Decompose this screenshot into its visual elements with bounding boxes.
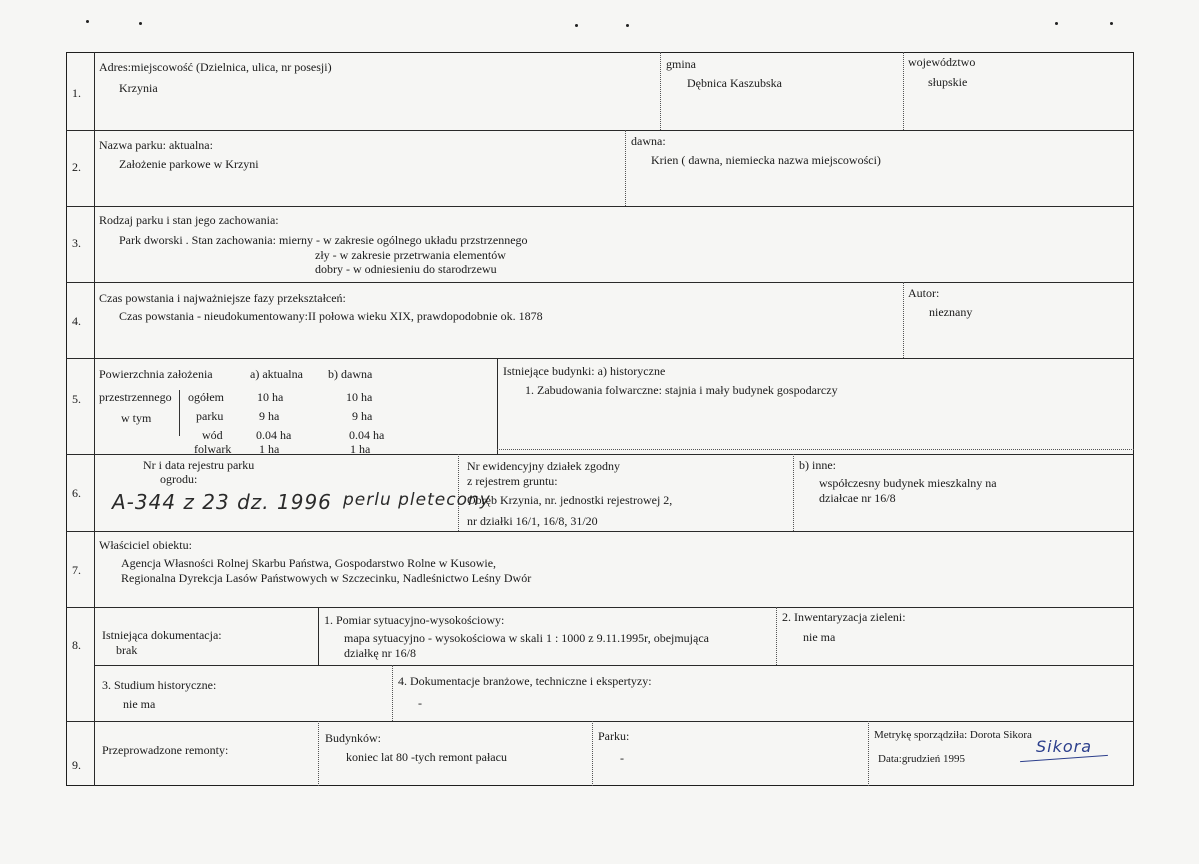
cell-divider <box>793 454 794 531</box>
row-number: 1. <box>72 86 81 100</box>
area-item-label: ogółem <box>188 390 224 404</box>
area-item-a: 1 ha <box>259 442 280 456</box>
row-number: 3. <box>72 236 81 250</box>
area-label: Powierzchnia założenia <box>99 367 213 381</box>
survey-value: mapa sytuacyjno - wysokościowa w skali 1 : 1000 z 9.11.1995r, obejmująca <box>344 631 709 645</box>
cell-divider <box>903 52 904 130</box>
building-renovations-label: Budynków: <box>325 731 382 745</box>
voivodeship-label: województwo <box>908 55 976 69</box>
row-divider <box>66 282 1134 283</box>
cell-divider <box>318 607 319 665</box>
address-label: Adres:miejscowość (Dzielnica, ulica, nr posesji) <box>99 60 332 74</box>
row-number: 9. <box>72 758 81 772</box>
record-date: Data:grudzień 1995 <box>878 753 966 765</box>
voivodeship-value: słupskie <box>928 75 968 89</box>
land-register-label: z rejestrem gruntu: <box>467 474 558 488</box>
area-item-b: 0.04 ha <box>349 428 385 442</box>
survey-value: działkę nr 16/8 <box>344 646 416 660</box>
branch-docs-value: - <box>418 696 422 710</box>
branch-docs-label: 4. Dokumentacje branżowe, techniczne i ekspertyzy: <box>398 674 652 688</box>
scan-mark <box>1110 22 1113 25</box>
historical-study-label: 3. Studium historyczne: <box>102 678 217 692</box>
documentation-label: Istniejąca dokumentacja: <box>102 628 222 642</box>
old-name-label: dawna: <box>631 134 666 148</box>
area-item-b: 9 ha <box>352 409 373 423</box>
area-item-label: parku <box>196 409 224 423</box>
row-number: 5. <box>72 392 81 406</box>
row-number: 4. <box>72 314 81 328</box>
area-item-label: folwark <box>194 442 232 456</box>
renovations-label: Przeprowadzone remonty: <box>102 743 229 757</box>
signature: Sikora <box>1036 737 1093 756</box>
park-name-value: Założenie parkowe w Krzyni <box>119 157 259 171</box>
row-number: 7. <box>72 563 81 577</box>
row-number: 2. <box>72 160 81 174</box>
area-item-a: 9 ha <box>259 409 280 423</box>
phases-label: Czas powstania i najważniejsze fazy przekształceń: <box>99 291 346 305</box>
address-value: Krzynia <box>119 81 158 95</box>
park-type-line: dobry - w odniesieniu do starodrzewu <box>315 262 497 276</box>
row-number: 8. <box>72 638 81 652</box>
area-item-b: 10 ha <box>346 390 373 404</box>
historical-study-value: nie ma <box>123 697 156 711</box>
cell-divider <box>625 130 626 206</box>
area-item-b: 1 ha <box>350 442 371 456</box>
cell-divider <box>776 607 777 665</box>
survey-label: 1. Pomiar sytuacyjno-wysokościowy: <box>324 613 505 627</box>
cell-divider <box>660 52 661 130</box>
cell-divider <box>903 282 904 358</box>
other-buildings-value: współczesny budynek mieszkalny na <box>819 476 997 490</box>
gmina-value: Dębnica Kaszubska <box>687 76 782 90</box>
park-renovations-value: - <box>620 751 624 765</box>
park-renovations-label: Parku: <box>598 729 630 743</box>
scan-mark <box>575 24 578 27</box>
land-register-label: Nr ewidencyjny działek zgodny <box>467 459 620 473</box>
row-divider <box>66 130 1134 131</box>
greenery-inventory-label: 2. Inwentaryzacja zieleni: <box>782 610 906 624</box>
other-buildings-label: b) inne: <box>799 458 836 472</box>
row-divider <box>66 358 1134 359</box>
park-name-label: Nazwa parku: aktualna: <box>99 138 213 152</box>
cell-divider <box>392 665 393 721</box>
land-register-value: Obręb Krzynia, nr. jednostki rejestrowej 2, <box>467 493 673 507</box>
buildings-label: Istniejące budynki: a) historyczne <box>503 364 666 378</box>
building-renovations-value: koniec lat 80 -tych remont pałacu <box>346 750 507 764</box>
area-brace <box>179 390 180 436</box>
author-label: Autor: <box>908 286 940 300</box>
row-divider <box>66 607 1134 608</box>
register-label: ogrodu: <box>160 472 198 486</box>
cell-divider <box>868 721 869 786</box>
cell-divider <box>318 721 319 786</box>
area-col-b-header: b) dawna <box>328 367 373 381</box>
record-author: Metrykę sporządziła: Dorota Sikora <box>874 729 1032 741</box>
area-przestrzennego: przestrzennego <box>99 390 172 404</box>
other-buildings-value: działcae nr 16/8 <box>819 491 896 505</box>
owner-label: Właściciel obiektu: <box>99 538 192 552</box>
scan-mark <box>1055 22 1058 25</box>
author-value: nieznany <box>929 305 973 319</box>
number-column-divider <box>94 52 95 786</box>
land-register-value: nr działki 16/1, 16/8, 31/20 <box>467 514 598 528</box>
phases-value: Czas powstania - nieudokumentowany:II połowa wieku XIX, prawdopodobnie ok. 1878 <box>119 309 543 323</box>
gmina-label: gmina <box>666 57 696 71</box>
greenery-inventory-value: nie ma <box>803 630 836 644</box>
area-col-a-header: a) aktualna <box>250 367 303 381</box>
scan-mark <box>626 24 629 27</box>
row-divider <box>66 531 1134 532</box>
row-divider <box>66 721 1134 722</box>
park-type-line: zły - w zakresie przetrwania elementów <box>315 248 506 262</box>
cell-divider <box>497 358 498 454</box>
owner-value: Regionalna Dyrekcja Lasów Państwowych w Szczecinku, Nadleśnictwo Leśny Dwór <box>121 571 532 585</box>
park-type-label: Rodzaj parku i stan jego zachowania: <box>99 213 279 227</box>
old-name-value: Krien ( dawna, niemiecka nazwa miejscowości) <box>651 153 881 167</box>
park-type-line: Park dworski . Stan zachowania: mierny - w zakresie ogólnego układu przstrzennego <box>119 233 528 247</box>
register-handwritten-note: perlu pletecony <box>343 490 491 510</box>
register-handwritten-number: A-344 z 23 dz. 1996 <box>112 490 332 514</box>
row-divider <box>66 206 1134 207</box>
cell-divider <box>497 449 1134 450</box>
cell-divider <box>592 721 593 786</box>
register-label: Nr i data rejestru parku <box>143 458 255 472</box>
row-number: 6. <box>72 486 81 500</box>
scan-mark <box>139 22 142 25</box>
area-item-label: wód <box>202 428 223 442</box>
area-w-tym: w tym <box>121 411 152 425</box>
area-item-a: 10 ha <box>257 390 284 404</box>
owner-value: Agencja Własności Rolnej Skarbu Państwa, Gospodarstwo Rolne w Kusowie, <box>121 556 497 570</box>
buildings-value: 1. Zabudowania folwarczne: stajnia i mały budynek gospodarczy <box>525 383 838 397</box>
cell-divider <box>94 665 1134 666</box>
area-item-a: 0.04 ha <box>256 428 292 442</box>
scan-mark <box>86 20 89 23</box>
documentation-value: brak <box>116 643 138 657</box>
